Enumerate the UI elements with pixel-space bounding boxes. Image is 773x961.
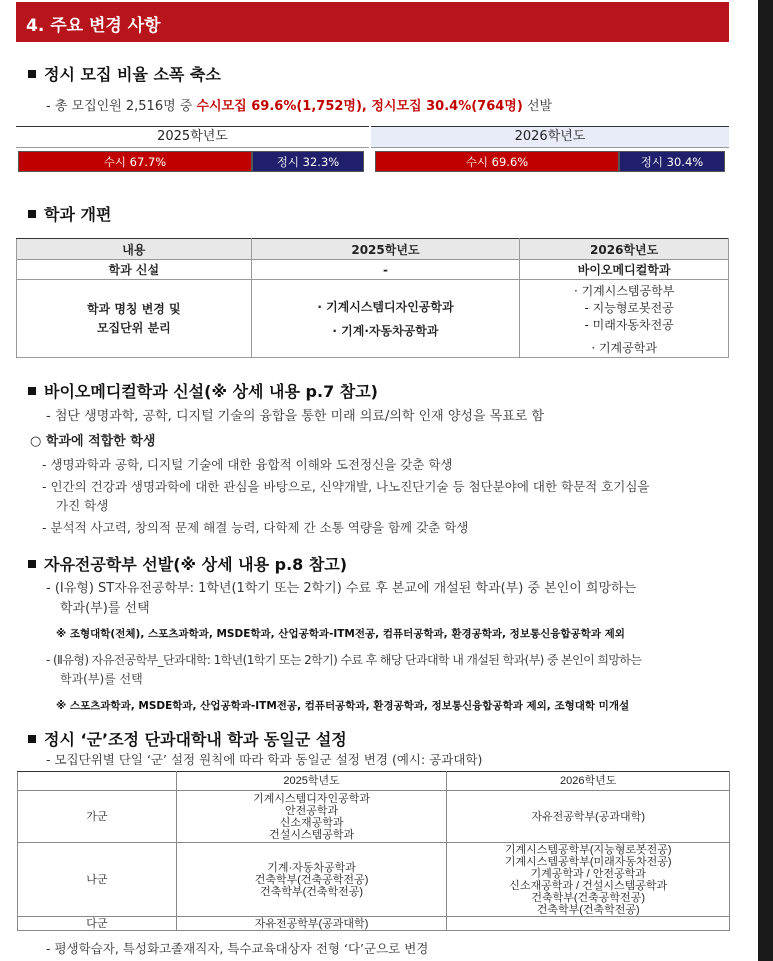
jeongsi-bar-2026: 정시 30.4% — [619, 151, 725, 172]
ratio-2025-label: 2025학년도 — [16, 126, 369, 148]
header-title: 4. 주요 변경 사항 — [26, 16, 161, 36]
susi-bar-2025: 수시 67.7% — [18, 151, 252, 172]
list-item-cont: 가진 학생 — [56, 498, 109, 513]
section-heading-recruit-ratio: 정시 모집 비율 소폭 축소 — [28, 62, 221, 85]
type2-desc-cont: 학과(부)를 선택 — [60, 672, 143, 686]
reorg-table — [16, 238, 729, 358]
ratio-2026-label: 2026학년도 — [371, 126, 729, 148]
square-bullet-icon — [28, 70, 36, 78]
square-bullet-icon — [28, 210, 36, 218]
list-item: - 인간의 건강과 생명과학에 대한 관심을 바탕으로, 신약개발, 나노진단기술 등 첨단분야에 대한 학문적 호기심을 — [42, 479, 650, 494]
suitable-student-heading: ○ 학과에 적합한 학생 — [30, 434, 156, 449]
list-item: - 생명과학과 공학, 디지털 기술에 대한 융합적 이해와 도전정신을 갖춘 학생 — [42, 457, 453, 472]
table-row: 다군 자유전공학부(공과대학) — [18, 917, 730, 931]
section-heading-reorg: 학과 개편 — [28, 202, 111, 225]
table-row: 가군 기계시스템디자인공학과 안전공학과 신소재공학과 건설시스템공학과 자유전공학부(공과대학) — [18, 791, 730, 843]
ratio-2026 — [371, 126, 729, 176]
table-row: 학과 명칭 변경 및 모집단위 분리 · 기계시스템디자인공학과 · 기계·자동차공학과 · 기계시스템공학부 - 지능형로봇전공 - 미래자동차전공 · 기계공학과 — [17, 280, 729, 358]
square-bullet-icon — [28, 560, 36, 568]
biomed-desc: - 첨단 생명과학, 공학, 디지털 기술의 융합을 통한 미래 의료/의학 인재 양성을 목표로 함 — [46, 409, 545, 424]
type1-desc-cont: 학과(부)를 선택 — [60, 601, 150, 616]
square-bullet-icon — [28, 735, 36, 743]
viewer-edge — [758, 0, 773, 961]
type1-desc: - (Ⅰ유형) ST자유전공학부: 1학년(1학기 또는 2학기) 수료 후 본교에 개설된 학과(부) 중 본인이 희망하는 — [46, 581, 637, 596]
section-heading-free-major: 자유전공학부 선발(※ 상세 내용 p.8 참고) — [28, 552, 347, 575]
group-table — [17, 771, 730, 931]
susi-bar-2026: 수시 69.6% — [375, 151, 619, 172]
group-desc: - 모집단위별 단일 ‘군’ 설정 원칙에 따라 학과 동일군 설정 변경 (예시: 공과대학) — [46, 752, 483, 767]
table-row: 나군 기계·자동차공학과 건축학부(건축공학전공) 건축학부(건축학전공) 기계시스템공학부(지능형로봇전공) 기계시스템공학부(미래자동차전공) 기계공학과 / 안전공학과 신소재공학과 / 건설시스템공학과 건축학부(건축공학전공) 건축학부(건축학전공) — [18, 843, 730, 917]
section-heading-biomed: 바이오메디컬학과 신설(※ 상세 내용 p.7 참고) — [28, 379, 378, 402]
recruit-summary: - 총 모집인원 2,516명 중 수시모집 69.6%(1,752명), 정시모집 30.4%(764명) 선발 — [46, 99, 553, 114]
table-header-row: 2025학년도 2026학년도 — [18, 772, 730, 791]
list-item: - 분석적 사고력, 창의적 문제 해결 능력, 다학제 간 소통 역량을 함께 갖춘 학생 — [42, 520, 469, 535]
table-row: 학과 신설 - 바이오메디컬학과 — [17, 260, 729, 280]
section-header — [16, 2, 729, 42]
type2-note: ※ 스포츠과학과, MSDE학과, 산업공학과-ITM전공, 컴퓨터공학과, 환경공학과, 정보통신융합공학과 제외, 조형대학 미개설 — [56, 700, 630, 712]
square-bullet-icon — [28, 387, 36, 395]
group-footer-note: - 평생학습자, 특성화고졸재직자, 특수교육대상자 전형 ‘다’군으로 변경 — [46, 941, 429, 956]
type2-desc: - (Ⅱ유형) 자유전공학부_단과대학: 1학년(1학기 또는 2학기) 수료 후 해당 단과대학 내 개설된 학과(부) 중 본인이 희망하는 — [46, 653, 642, 667]
table-header-row: 내용 2025학년도 2026학년도 — [17, 239, 729, 260]
jeongsi-bar-2025: 정시 32.3% — [252, 151, 364, 172]
ratio-2025 — [16, 126, 369, 176]
type1-note: ※ 조형대학(전체), 스포츠과학과, MSDE학과, 산업공학과-ITM전공, 컴퓨터공학과, 환경공학과, 정보통신융합공학과 제외 — [56, 628, 625, 640]
section-heading-group: 정시 ‘군’조정 단과대학내 학과 동일군 설정 — [28, 727, 347, 750]
